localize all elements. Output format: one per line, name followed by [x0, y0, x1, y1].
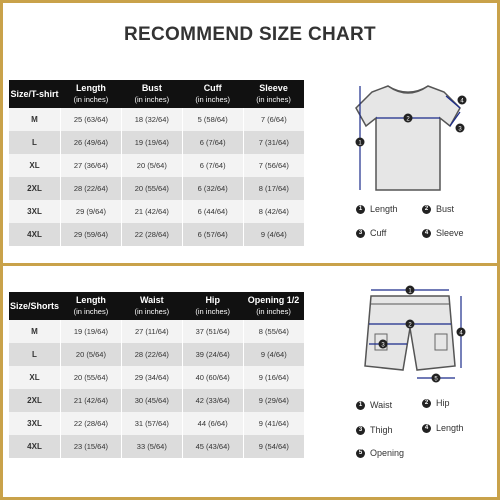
tshirt-outline [356, 86, 460, 190]
table-row [9, 177, 305, 200]
table-cell: 42 (33/64) [182, 389, 243, 412]
svg-text:4: 4 [460, 98, 464, 105]
table-cell: 18 (32/64) [121, 108, 182, 131]
table-cell: 7 (56/64) [243, 154, 304, 177]
marker-1 [406, 286, 415, 295]
table-cell: 8 (42/64) [243, 200, 304, 223]
legend-label: Sleeve [436, 228, 464, 238]
tshirt-header-bust: Bust (in inches) [121, 80, 182, 108]
table-cell: 30 (45/64) [121, 389, 182, 412]
tshirt-header-size: Size/T-shirt [9, 80, 61, 108]
svg-text:1: 1 [358, 140, 362, 147]
svg-text:3: 3 [381, 342, 385, 349]
marker-3-icon: 3 [356, 229, 365, 238]
marker-3 [456, 124, 465, 133]
table-cell: 20 (5/64) [61, 343, 122, 366]
table-cell: 22 (28/64) [61, 412, 122, 435]
table-cell: 7 (31/64) [243, 131, 304, 154]
table-cell: 31 (57/64) [121, 412, 182, 435]
table-cell: 21 (42/64) [121, 200, 182, 223]
table-cell: 44 (6/64) [182, 412, 243, 435]
svg-text:5: 5 [434, 376, 438, 383]
shorts-diagram [355, 284, 470, 389]
table-row [9, 435, 305, 458]
table-cell: 27 (11/64) [121, 320, 182, 343]
table-row [9, 200, 305, 223]
table-cell: 5 (58/64) [182, 108, 243, 131]
marker-1 [356, 138, 365, 147]
legend-item-bust [422, 204, 454, 214]
legend-label: Thigh [370, 425, 393, 435]
legend-label: Length [436, 423, 464, 433]
marker-5 [432, 374, 441, 383]
shorts-size-table [8, 292, 304, 458]
table-cell: 40 (60/64) [182, 366, 243, 389]
marker-4 [457, 328, 466, 337]
marker-4 [458, 96, 467, 105]
marker-5-icon: 5 [356, 449, 365, 458]
table-row [9, 366, 305, 389]
tshirt-header-length: Length (in inches) [61, 80, 122, 108]
table-cell: 9 (16/64) [243, 366, 304, 389]
size-cell: 2XL [9, 177, 61, 200]
table-cell: 29 (59/64) [61, 223, 122, 246]
legend-item-hip [422, 398, 450, 408]
marker-3-icon: 3 [356, 426, 365, 435]
table-cell: 6 (44/64) [182, 200, 243, 223]
table-cell: 9 (4/64) [243, 223, 304, 246]
table-cell: 9 (54/64) [243, 435, 304, 458]
table-cell: 8 (55/64) [243, 320, 304, 343]
marker-1-icon: 1 [356, 401, 365, 410]
marker-1-icon: 1 [356, 205, 365, 214]
svg-text:1: 1 [408, 288, 412, 295]
svg-text:4: 4 [459, 330, 463, 337]
shorts-header-hip: Hip (in inches) [182, 292, 243, 320]
size-cell: XL [9, 154, 61, 177]
svg-text:3: 3 [458, 126, 462, 133]
legend-label: Hip [436, 398, 450, 408]
legend-item-thigh [356, 425, 393, 435]
size-cell: L [9, 343, 61, 366]
size-cell: 2XL [9, 389, 61, 412]
marker-3 [379, 340, 388, 349]
marker-2 [404, 114, 413, 123]
table-cell: 9 (29/64) [243, 389, 304, 412]
size-cell: XL [9, 366, 61, 389]
tshirt-size-table [8, 80, 304, 246]
table-cell: 19 (19/64) [121, 131, 182, 154]
size-cell: 4XL [9, 223, 61, 246]
table-cell: 33 (5/64) [121, 435, 182, 458]
table-cell: 20 (5/64) [121, 154, 182, 177]
legend-label: Bust [436, 204, 455, 214]
size-cell: 3XL [9, 412, 61, 435]
tshirt-header-cuff: Cuff (in inches) [182, 80, 243, 108]
legend-label: Cuff [370, 228, 387, 238]
shorts-header-opening: Opening 1/2 (in inches) [243, 292, 304, 320]
table-cell: 6 (7/64) [182, 131, 243, 154]
table-row [9, 389, 305, 412]
legend-item-opening [356, 448, 404, 458]
marker-2 [406, 320, 415, 329]
size-cell: L [9, 131, 61, 154]
shorts-header-size: Size/Shorts [9, 292, 61, 320]
shorts-header-row [9, 292, 305, 320]
table-cell: 26 (49/64) [61, 131, 122, 154]
table-cell: 23 (15/64) [61, 435, 122, 458]
svg-text:2: 2 [408, 322, 412, 329]
table-cell: 21 (42/64) [61, 389, 122, 412]
legend-label: Opening [370, 448, 405, 458]
tshirt-header-row [9, 80, 305, 108]
size-cell: 3XL [9, 200, 61, 223]
table-cell: 6 (7/64) [182, 154, 243, 177]
table-cell: 27 (36/64) [61, 154, 122, 177]
table-cell: 9 (41/64) [243, 412, 304, 435]
legend-label: Waist [370, 400, 393, 410]
table-cell: 25 (63/64) [61, 108, 122, 131]
table-cell: 28 (22/64) [121, 343, 182, 366]
shorts-header-waist: Waist (in inches) [121, 292, 182, 320]
table-row [9, 343, 305, 366]
marker-4-icon: 4 [422, 229, 431, 238]
marker-2-icon: 2 [422, 205, 431, 214]
page-title: RECOMMEND SIZE CHART [124, 24, 376, 45]
marker-2-icon: 2 [422, 399, 431, 408]
legend-label: Length [370, 204, 398, 214]
table-row [9, 320, 305, 343]
table-cell: 7 (6/64) [243, 108, 304, 131]
table-cell: 37 (51/64) [182, 320, 243, 343]
table-cell: 6 (32/64) [182, 177, 243, 200]
table-cell: 29 (9/64) [61, 200, 122, 223]
table-cell: 28 (22/64) [61, 177, 122, 200]
legend-item-sleeve [422, 228, 464, 238]
size-cell: M [9, 320, 61, 343]
tshirt-diagram [350, 78, 470, 196]
table-cell: 20 (55/64) [121, 177, 182, 200]
size-cell: 4XL [9, 435, 61, 458]
table-cell: 45 (43/64) [182, 435, 243, 458]
table-cell: 19 (19/64) [61, 320, 122, 343]
table-cell: 39 (24/64) [182, 343, 243, 366]
table-cell: 29 (34/64) [121, 366, 182, 389]
table-row [9, 223, 305, 246]
table-row [9, 131, 305, 154]
section-divider [3, 263, 497, 266]
table-cell: 8 (17/64) [243, 177, 304, 200]
table-row [9, 108, 305, 131]
tshirt-header-sleeve: Sleeve (in inches) [243, 80, 304, 108]
table-row [9, 154, 305, 177]
legend-item-length [356, 204, 398, 214]
table-cell: 20 (55/64) [61, 366, 122, 389]
shorts-outline [365, 296, 455, 370]
svg-text:2: 2 [406, 116, 410, 123]
table-cell: 9 (4/64) [243, 343, 304, 366]
legend-item-length [422, 423, 464, 433]
legend-item-cuff [356, 228, 386, 238]
legend-item-waist [356, 400, 392, 410]
table-row [9, 412, 305, 435]
table-cell: 6 (57/64) [182, 223, 243, 246]
size-cell: M [9, 108, 61, 131]
shorts-header-length: Length (in inches) [61, 292, 122, 320]
table-cell: 22 (28/64) [121, 223, 182, 246]
marker-4-icon: 4 [422, 424, 431, 433]
